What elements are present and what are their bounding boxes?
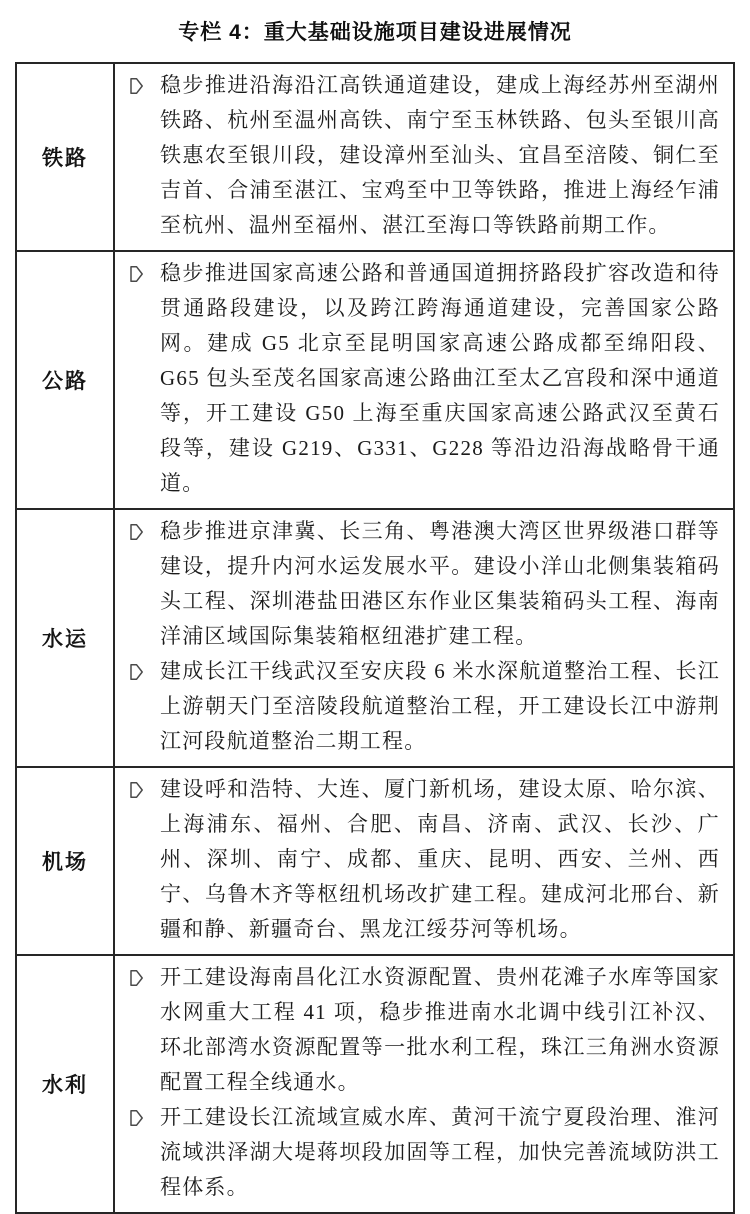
row-label-water-conservancy: 水利 (16, 955, 114, 1213)
table-row-highway (16, 251, 734, 509)
pentagon-arrow-bullet-icon (129, 960, 160, 987)
pentagon-arrow-bullet-icon (129, 256, 160, 283)
pentagon-arrow-bullet-icon (129, 1100, 160, 1127)
item-text: 稳步推进京津冀、长三角、粤港澳大湾区世界级港口群等建设，提升内河水运发展水平。建设小洋山北侧集装箱码头工程、深圳港盐田港区东作业区集装箱码头工程、海南洋浦区域国际集装箱枢纽港扩建工程。 (160, 519, 720, 648)
infrastructure-progress-table (15, 62, 735, 1214)
item-text: 建设呼和浩特、大连、厦门新机场，建设太原、哈尔滨、上海浦东、福州、合肥、南昌、济南、武汉、长沙、广州、深圳、南宁、成都、重庆、昆明、西安、兰州、西宁、乌鲁木齐等枢纽机场改扩建工程。建成河北邢台、新疆和静、新疆奇台、黑龙江绥芬河等机场。 (160, 777, 720, 941)
row-content-railway (114, 63, 734, 251)
row-content-airport (114, 767, 734, 955)
row-label-waterway: 水运 (16, 509, 114, 767)
row-content-water-conservancy (114, 955, 734, 1213)
row-content-highway (114, 251, 734, 509)
table-row-waterway (16, 509, 734, 767)
pentagon-arrow-bullet-icon (129, 68, 160, 95)
list-item (129, 514, 720, 654)
pentagon-arrow-bullet-icon (129, 654, 160, 681)
item-text: 开工建设长江流域宣威水库、黄河干流宁夏段治理、淮河流域洪泽湖大堤蒋坝段加固等工程，加快完善流域防洪工程体系。 (160, 1105, 720, 1199)
table-row-water-conservancy (16, 955, 734, 1213)
list-item (129, 654, 720, 759)
item-text: 稳步推进国家高速公路和普通国道拥挤路段扩容改造和待贯通路段建设，以及跨江跨海通道建设，完善国家公路网。建成 G5 北京至昆明国家高速公路成都至绵阳段、G65 包头至茂名国家高速公路曲江至太乙宫段和深中通道等，开工建设 G50 上海至重庆国家高速公路武汉至黄石段等，建设 G219、G331、G228 等沿边沿海战略骨干通道。 (160, 261, 720, 495)
row-content-waterway (114, 509, 734, 767)
item-text: 稳步推进沿海沿江高铁通道建设，建成上海经苏州至湖州铁路、杭州至温州高铁、南宁至玉林铁路、包头至银川高铁惠农至银川段，建设漳州至汕头、宜昌至涪陵、铜仁至吉首、合浦至湛江、宝鸡至中卫等铁路，推进上海经乍浦至杭州、温州至福州、湛江至海口等铁路前期工作。 (160, 73, 720, 237)
table-row-airport (16, 767, 734, 955)
list-item (129, 772, 720, 947)
pentagon-arrow-bullet-icon (129, 772, 160, 799)
row-label-railway: 铁路 (16, 63, 114, 251)
table-row-railway (16, 63, 734, 251)
page-title: 专栏 4：重大基础设施项目建设进展情况 (178, 21, 572, 44)
item-text: 开工建设海南昌化江水资源配置、贵州花滩子水库等国家水网重大工程 41 项，稳步推进南水北调中线引江补汉、环北部湾水资源配置等一批水利工程，珠江三角洲水资源配置工程全线通水。 (160, 965, 720, 1094)
item-text: 建成长江干线武汉至安庆段 6 米水深航道整治工程、长江上游朝天门至涪陵段航道整治工程，开工建设长江中游荆江河段航道整治二期工程。 (160, 659, 720, 753)
list-item (129, 256, 720, 501)
row-label-airport: 机场 (16, 767, 114, 955)
row-label-highway: 公路 (16, 251, 114, 509)
list-item (129, 960, 720, 1100)
pentagon-arrow-bullet-icon (129, 514, 160, 541)
list-item (129, 68, 720, 243)
